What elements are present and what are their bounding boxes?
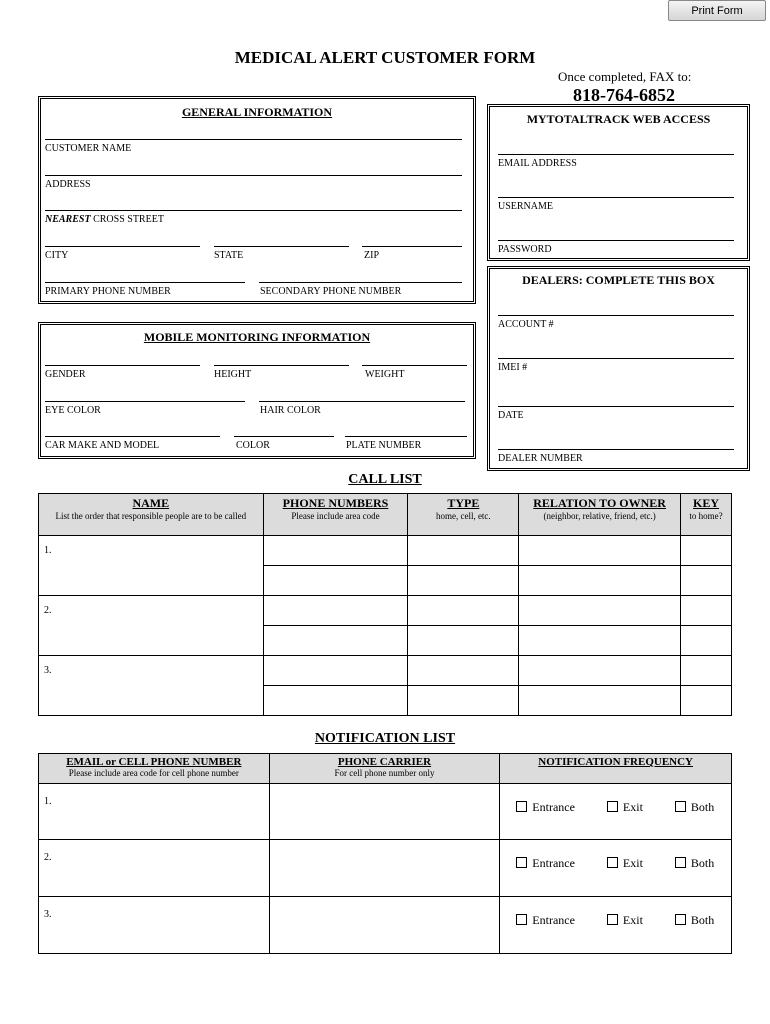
call-row-1-phone-a[interactable] [263,536,408,566]
state-field[interactable] [214,246,349,247]
checkbox[interactable] [516,801,527,812]
address-field[interactable] [45,175,462,176]
call-row-2-phone-b[interactable] [263,626,408,656]
weight-label: WEIGHT [365,369,405,380]
checkbox[interactable] [607,801,618,812]
primary-phone-field[interactable] [45,282,245,283]
imei-label: IMEI # [498,362,528,373]
call-row-1-type-a[interactable] [408,536,519,566]
weight-field[interactable] [362,365,467,366]
height-field[interactable] [214,365,349,366]
account-label: ACCOUNT # [498,319,554,330]
call-row-3-relation-a[interactable] [519,656,681,686]
checkbox[interactable] [607,857,618,868]
notif-col-carrier-title: PHONE CARRIER [337,756,432,768]
exit-label: Exit [622,800,643,814]
call-row-2-relation-a[interactable] [519,596,681,626]
call-row-2-type-b[interactable] [408,626,519,656]
mobile-monitoring-heading: MOBILE MONITORING INFORMATION [143,330,371,344]
eye-color-field[interactable] [45,401,245,402]
dealer-number-label: DEALER NUMBER [498,453,583,464]
state-label: STATE [214,250,244,261]
notif-row-2-carrier[interactable] [269,840,500,897]
date-label: DATE [498,410,524,421]
notif-col-frequency-title: NOTIFICATION FREQUENCY [538,756,693,768]
call-col-key-title: KEY [693,496,720,510]
email-address-field[interactable] [498,154,734,155]
call-row-3-key-b[interactable] [681,686,732,716]
notif-row-1-carrier[interactable] [269,784,500,840]
call-row-1-type-b[interactable] [408,566,519,596]
page-title: MEDICAL ALERT CUSTOMER FORM [234,48,536,67]
nearest-label: NEAREST [45,214,91,225]
call-row-2-key-b[interactable] [681,626,732,656]
both-label: Both [690,856,715,870]
call-row-3-phone-a[interactable] [263,656,408,686]
notif-row-3-both[interactable] [675,911,714,928]
call-row-3-phone-b[interactable] [263,686,408,716]
notif-row-3-carrier[interactable] [269,897,500,954]
email-address-label: EMAIL ADDRESS [498,158,577,169]
notif-col-email [39,754,270,784]
notif-row-2-both[interactable] [675,854,714,871]
notif-col-frequency [500,754,732,784]
notif-col-carrier [269,754,500,784]
call-row-1-key-b[interactable] [681,566,732,596]
car-make-label: CAR MAKE AND MODEL [45,440,160,451]
call-row-1-relation-b[interactable] [519,566,681,596]
zip-label: ZIP [364,250,379,261]
customer-name-field[interactable] [45,139,462,140]
username-label: USERNAME [498,201,554,212]
call-col-relation-sub: (neighbor, relative, friend, etc.) [543,511,656,521]
cross-street-field[interactable] [45,210,462,211]
account-field[interactable] [498,315,734,316]
gender-field[interactable] [45,365,200,366]
both-label: Both [690,913,715,927]
call-row-1-key-a[interactable] [681,536,732,566]
fax-number: 818-764-6852 [573,85,675,105]
hair-color-field[interactable] [259,401,465,402]
call-col-phone-sub: Please include area code [291,511,380,521]
call-col-name-sub: List the order that responsible people are to be called [55,511,247,521]
gender-label: GENDER [45,369,86,380]
hair-color-label: HAIR COLOR [260,405,321,416]
notif-row-1-frequency [500,784,732,840]
call-row-3-name[interactable]: 3. [39,656,264,716]
call-row-3-type-b[interactable] [408,686,519,716]
date-field[interactable] [498,406,734,407]
notif-col-email-title: EMAIL or CELL PHONE NUMBER [66,756,242,768]
web-access-heading: MYTOTALTRACK WEB ACCESS [526,112,711,126]
password-field[interactable] [498,240,734,241]
secondary-phone-field[interactable] [259,282,462,283]
notif-row-3-exit[interactable] [607,911,643,928]
dealer-number-field[interactable] [498,449,734,450]
call-col-phone [263,494,408,536]
call-row-1-relation-a[interactable] [519,536,681,566]
plate-number-label: PLATE NUMBER [346,440,422,451]
checkbox[interactable] [675,914,686,925]
notif-col-carrier-sub: For cell phone number only [334,768,435,778]
entrance-label: Entrance [532,913,575,927]
call-col-type-title: TYPE [447,496,480,510]
fax-label: Once completed, FAX to: [558,69,692,84]
notification-list-table [38,753,732,954]
call-col-type [408,494,519,536]
general-information-box [38,96,476,304]
entrance-label: Entrance [532,856,575,870]
notif-row-3-entrance[interactable] [516,911,575,928]
notif-row-2-frequency [500,840,732,897]
checkbox[interactable] [516,857,527,868]
call-col-type-sub: home, cell, etc. [435,511,491,521]
exit-label: Exit [622,856,643,870]
checkbox[interactable] [675,857,686,868]
primary-phone-label: PRIMARY PHONE NUMBER [45,286,171,297]
password-label: PASSWORD [498,244,552,255]
plate-number-field[interactable] [345,436,467,437]
both-label: Both [690,800,715,814]
checkbox[interactable] [675,801,686,812]
call-col-relation-title: RELATION TO OWNER [533,496,666,510]
entrance-label: Entrance [532,800,575,814]
car-color-label: COLOR [236,440,270,451]
city-field[interactable] [45,246,200,247]
checkbox[interactable] [516,914,527,925]
imei-field[interactable] [498,358,734,359]
call-row-3-type-a[interactable] [408,656,519,686]
notif-row-2-email[interactable]: 2. [39,840,270,897]
general-information-heading: GENERAL INFORMATION [181,105,333,119]
notif-row-3-email[interactable]: 3. [39,897,270,954]
height-label: HEIGHT [214,369,252,380]
notif-row-1-exit[interactable] [607,798,643,815]
call-col-phone-title: PHONE NUMBERS [282,496,389,510]
address-label: ADDRESS [45,179,91,190]
notif-row-3-frequency [500,897,732,954]
notif-row-1-email[interactable]: 1. [39,784,270,840]
call-row-1-name[interactable]: 1. [39,536,264,596]
call-list-table [38,493,732,716]
eye-color-label: EYE COLOR [45,405,101,416]
call-col-key [681,494,732,536]
checkbox[interactable] [607,914,618,925]
notif-col-email-sub: Please include area code for cell phone number [68,768,239,778]
call-row-2-name[interactable]: 2. [39,596,264,656]
customer-name-label: CUSTOMER NAME [45,143,132,154]
call-row-2-key-a[interactable] [681,596,732,626]
notif-row-1-entrance[interactable] [516,798,575,815]
call-row-2-relation-b[interactable] [519,626,681,656]
cross-street-text: CROSS STREET [90,214,164,225]
username-field[interactable] [498,197,734,198]
notification-list-heading: NOTIFICATION LIST [314,731,456,746]
call-col-name [39,494,264,536]
secondary-phone-label: SECONDARY PHONE NUMBER [260,286,402,297]
notif-row-2-exit[interactable] [607,854,643,871]
call-list-heading: CALL LIST [348,472,422,487]
car-make-field[interactable] [45,436,220,437]
city-label: CITY [45,250,69,261]
exit-label: Exit [622,913,643,927]
notif-row-2-entrance[interactable] [516,854,575,871]
call-col-relation [519,494,681,536]
car-color-field[interactable] [234,436,334,437]
notif-row-1-both[interactable] [675,798,714,815]
zip-field[interactable] [362,246,462,247]
call-row-3-relation-b[interactable] [519,686,681,716]
web-access-box [487,104,750,261]
call-row-1-phone-b[interactable] [263,566,408,596]
call-col-name-title: NAME [132,496,170,510]
call-col-key-sub: to home? [689,511,723,521]
dealers-heading: DEALERS: COMPLETE THIS BOX [522,273,715,287]
print-form-button[interactable]: Print Form [668,0,766,21]
call-row-2-phone-a[interactable] [263,596,408,626]
call-row-3-key-a[interactable] [681,656,732,686]
call-row-2-type-a[interactable] [408,596,519,626]
cross-street-label [45,214,164,225]
